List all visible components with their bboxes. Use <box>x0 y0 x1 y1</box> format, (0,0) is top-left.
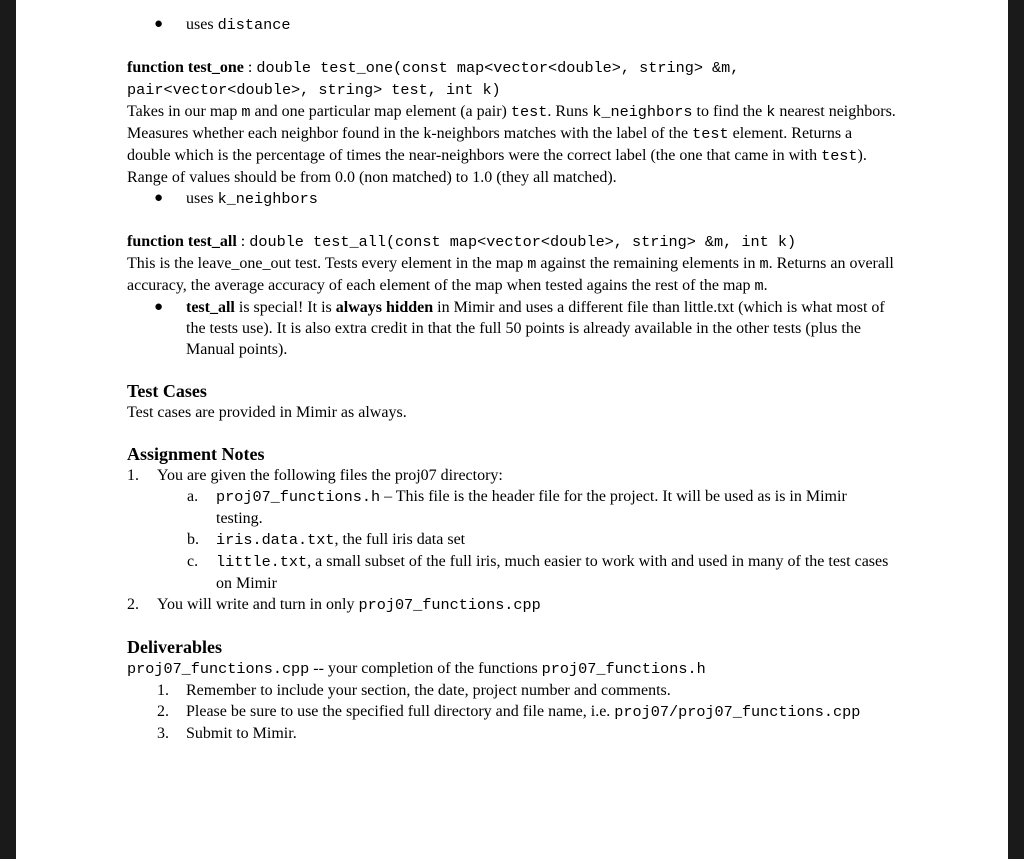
bullet-dot: ● <box>154 16 164 32</box>
distance-bullet: ● uses distance <box>154 16 291 34</box>
test-cases-section <box>127 381 897 423</box>
text-span: against the remaining elements in <box>536 255 760 272</box>
bullet-dot: ● <box>154 190 164 206</box>
test-cases-heading: Test Cases <box>127 381 207 401</box>
deliverables-heading: Deliverables <box>127 637 222 657</box>
deliverables-item-1: 1. Remember to include your section, the date, project number and comments. <box>157 682 671 699</box>
test-all-special-bullet <box>127 297 897 360</box>
code-span: m <box>527 255 537 273</box>
text-span: in Mimir and uses a different file than little.txt (which is what most of the tests use). It is also extra credit in that the full 50 points is already available in the other tests (plus the Manual points). <box>186 299 885 358</box>
code-span: iris.data.txt <box>216 531 335 549</box>
text-span: is special! It is <box>234 299 336 316</box>
bold-span: always hidden <box>335 299 434 316</box>
notes-subitem-b: b. iris.data.txt, the full iris data set <box>187 531 466 549</box>
code-span: m <box>754 277 764 295</box>
test-one-section <box>127 57 897 210</box>
code-span: m <box>759 255 769 273</box>
code-span: test <box>510 103 548 121</box>
code-span: k <box>766 103 776 121</box>
text-span: – This file is the header file for the project. It will be used as is in Mimir testing. <box>216 488 847 527</box>
bullet-dot: ● <box>154 299 164 315</box>
test-one-label: function test_one <box>127 59 244 76</box>
text-span: Takes in our map <box>127 103 242 120</box>
code-span: proj07/proj07_functions.cpp <box>614 703 861 721</box>
deliverables-section <box>127 637 897 744</box>
code-span: proj07_functions.cpp <box>127 660 310 678</box>
test-all-signature: function test_all : double test_all(const map<vector<double>, string> &m, int k) <box>127 233 797 251</box>
text-span: This is the leave_one_out test. Tests every element in the map <box>127 255 528 272</box>
right-window-edge <box>1008 0 1024 859</box>
notes-item-1: 1. You are given the following files the proj07 directory: <box>127 467 503 484</box>
text-span: to find the <box>692 103 767 120</box>
code-span: proj07_functions.h <box>216 488 381 506</box>
assignment-notes-heading: Assignment Notes <box>127 444 265 464</box>
code-span: proj07_functions.h <box>541 660 706 678</box>
text-span: . Runs <box>547 103 593 120</box>
test-one-code: double test_one(const map<vector<double>, string> &m, pair<vector<double>, string> test, int k) <box>127 59 740 99</box>
text-span: Remember to include your section, the date, project number and comments. <box>186 682 671 699</box>
test-all-description <box>127 253 897 297</box>
text-span: Submit to Mimir. <box>186 725 297 742</box>
deliverables-intro <box>127 658 897 680</box>
notes-item-2: 2. You will write and turn in only proj07_functions.cpp <box>127 596 541 614</box>
k-neighbors-bullet: ● uses k_neighbors <box>154 190 318 208</box>
deliverables-item-3: 3. Submit to Mimir. <box>157 725 297 742</box>
test-cases-text: Test cases are provided in Mimir as always. <box>127 404 407 421</box>
code-span: proj07_functions.cpp <box>358 596 541 614</box>
text-span: You will write and turn in only <box>157 596 359 613</box>
page-content <box>127 14 897 744</box>
notes-subitem-a: a. proj07_functions.h – This file is the header file for the project. It will be used as is in Mimir testing. <box>187 488 847 527</box>
assignment-notes-section <box>127 444 897 616</box>
deliverables-item-2: 2. Please be sure to use the specified full directory and file name, i.e. proj07/proj07_functions.cpp <box>157 703 861 721</box>
code-span: m <box>241 103 251 121</box>
test-all-code: double test_all(const map<vector<double>, string> &m, int k) <box>249 233 797 251</box>
test-all-label: function test_all <box>127 233 237 250</box>
notes-subitem-c: c. little.txt, a small subset of the full iris, much easier to work with and used in many of the test cases on Mimir <box>187 553 889 592</box>
text-span: ). Range of values should be from 0.0 (non matched) to 1.0 (they all matched). <box>127 147 867 186</box>
test-all-section <box>127 231 897 360</box>
code-span: test <box>821 147 858 165</box>
text-span: . <box>763 277 768 294</box>
code-span: k_neighbors <box>592 103 693 121</box>
text-span: , a small subset of the full iris, much easier to work with and used in many of the test cases on Mimir <box>216 553 889 592</box>
text-span: Please be sure to use the specified full directory and file name, i.e. <box>186 703 615 720</box>
bold-span: test_all <box>186 299 235 316</box>
test-one-description <box>127 101 897 188</box>
left-window-edge <box>0 0 16 859</box>
text-span: . Returns an overall accuracy, the average accuracy of each element of the map when tested agains the rest of the map <box>127 255 894 294</box>
text-span: element. Returns a double which is the percentage of times the near-neighbors were the correct label (the one that came in with <box>127 125 853 164</box>
text-span: , the full iris data set <box>334 531 466 548</box>
text-span: -- your completion of the functions <box>309 660 542 677</box>
code-span: test <box>692 125 729 143</box>
code-span: little.txt <box>216 553 308 571</box>
text-span: nearest neighbors. Measures whether each neighbor found in the k-neighbors matches with the label of the <box>127 103 896 142</box>
text-span: and one particular map element (a pair) <box>250 103 511 120</box>
test-one-signature: function test_one : double test_one(const map<vector<double>, string> &m, pair<vector<double>, string> test, int k) <box>127 59 740 99</box>
